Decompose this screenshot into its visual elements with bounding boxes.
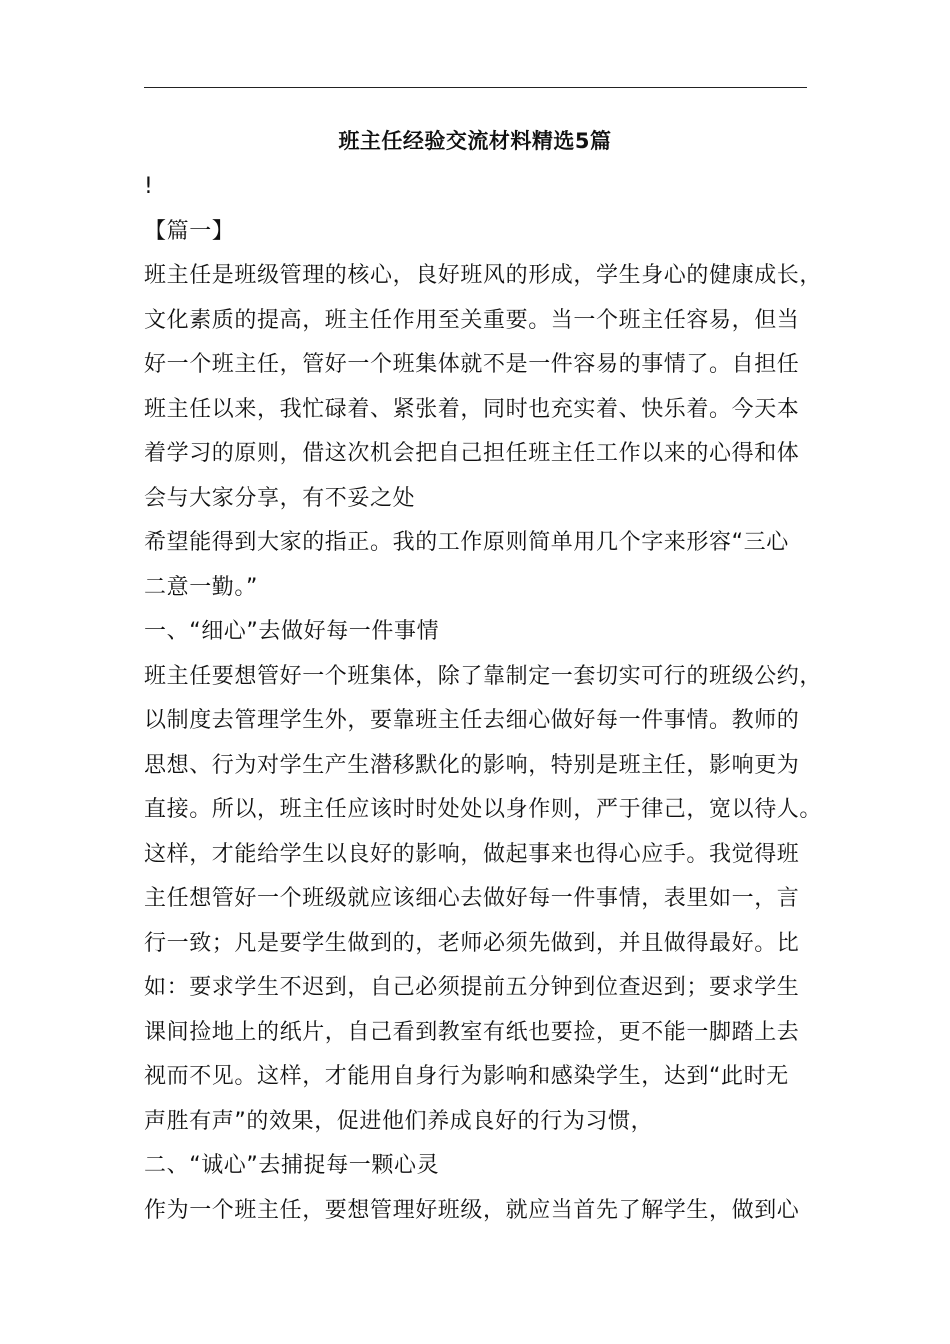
text-line: 班主任是班级管理的核心，良好班风的形成，学生身心的健康成长， — [144, 263, 823, 288]
text-line: 行一致；凡是要学生做到的，老师必须先做到，并且做得最好。比 — [144, 930, 800, 956]
text-line: 希望能得到大家的指正。我的工作原则简单用几个字来形容“三心 — [144, 530, 789, 555]
text-line: 直接。所以，班主任应该时时处处以身作则，严于律己，宽以待人。 — [144, 797, 823, 822]
text-line: 这样，才能给学生以良好的影响，做起事来也得心应手。我觉得班 — [144, 841, 800, 867]
subsection-heading: 一、“细心”去做好每一件事情 — [144, 619, 440, 644]
text-line: 以制度去管理学生外，要靠班主任去细心做好每一件事情。教师的 — [144, 708, 800, 733]
section-heading: 【篇一】 — [144, 218, 235, 244]
text-line: 课间捡地上的纸片，自己看到教室有纸也要捡，更不能一脚踏上去 — [144, 1019, 800, 1045]
document-title: 班主任经验交流材料精选5篇 — [338, 129, 612, 153]
text-line: 如：要求学生不迟到，自己必须提前五分钟到位查迟到；要求学生 — [144, 975, 800, 1000]
text-line: 会与大家分享，有不妥之处 — [144, 485, 416, 511]
text-line: ! — [144, 174, 154, 199]
text-line: 主任想管好一个班级就应该细心去做好每一件事情，表里如一，言 — [144, 886, 800, 911]
text-line: 声胜有声”的效果，促进他们养成良好的行为习惯， — [144, 1108, 654, 1134]
text-line: 班主任要想管好一个班集体，除了靠制定一套切实可行的班级公约， — [144, 663, 823, 689]
text-line: 视而不见。这样，才能用自身行为影响和感染学生，达到“此时无 — [144, 1064, 789, 1089]
text-line: 作为一个班主任，要想管理好班级，就应当首先了解学生，做到心 — [144, 1197, 800, 1223]
text-line: 着学习的原则，借这次机会把自己担任班主任工作以来的心得和体 — [144, 441, 800, 466]
header-rule — [144, 87, 807, 88]
text-line: 班主任以来，我忙碌着、紧张着，同时也充实着、快乐着。今天本 — [144, 396, 800, 422]
subsection-heading: 二、“诚心”去捕捉每一颗心灵 — [144, 1153, 440, 1178]
text-line: 好一个班主任，管好一个班集体就不是一件容易的事情了。自担任 — [144, 352, 800, 377]
text-line: 思想、行为对学生产生潜移默化的影响，特别是班主任，影响更为 — [144, 752, 800, 778]
text-line: 二意一勤。” — [144, 574, 258, 600]
document-body — [144, 165, 823, 1233]
text-line: 文化素质的提高，班主任作用至关重要。当一个班主任容易，但当 — [144, 307, 800, 333]
